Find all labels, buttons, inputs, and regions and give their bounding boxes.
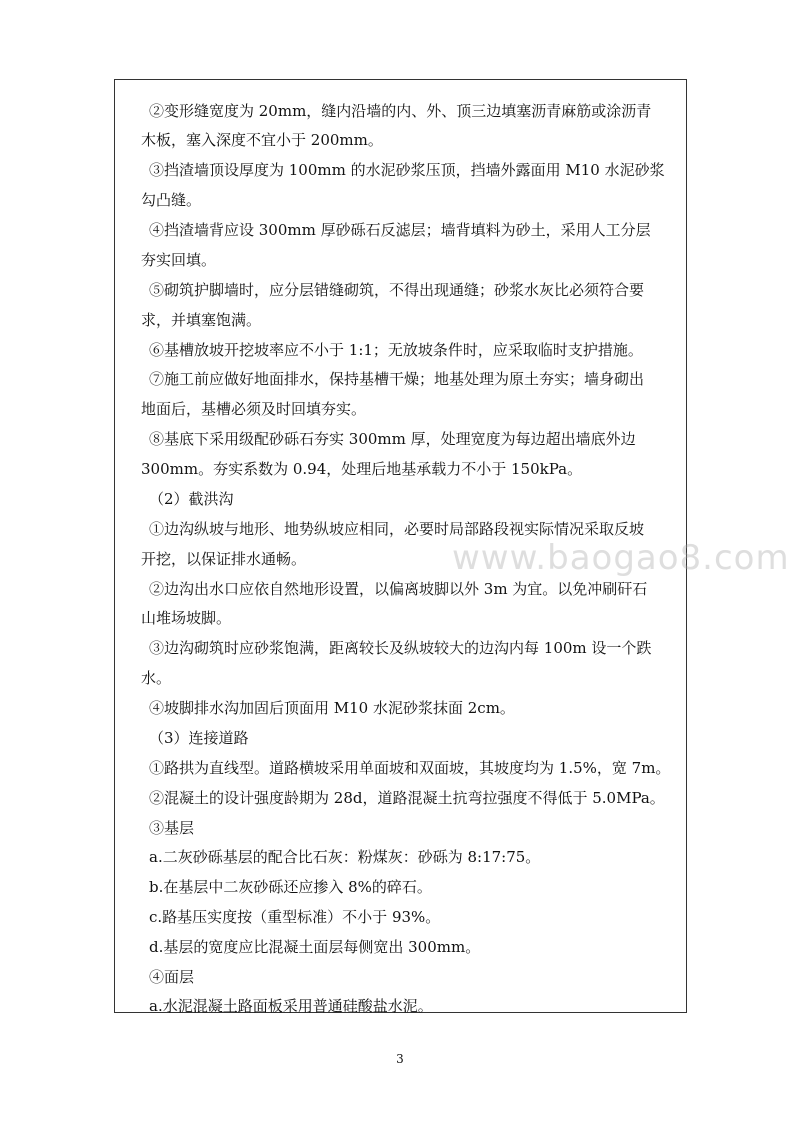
text-line: ③挡渣墙顶设厚度为 100mm 的水泥砂浆压顶，挡墙外露面用 M10 水泥砂浆 [149,161,665,179]
text-line: 水。 [141,669,172,687]
watermark: www.baogao8.com [452,538,790,578]
text-line: 求，并填塞饱满。 [141,311,262,329]
text-line: a.二灰砂砾基层的配合比石灰：粉煤灰：砂砾为 8:17:75。 [149,848,541,866]
text-line: ⑤砌筑护脚墙时，应分层错缝砌筑，不得出现通缝；砂浆水灰比必须符合要 [149,281,645,299]
text-line: ②边沟出水口应依自然地形设置，以偏离坡脚以外 3m 为宜。以免冲刷矸石 [149,580,648,598]
text-line: ⑦施工前应做好地面排水，保持基槽干燥；地基处理为原土夯实；墙身砌出 [149,370,645,388]
text-line: 木板，塞入深度不宜小于 200mm。 [141,131,383,149]
text-line: b.在基层中二灰砂砾还应掺入 8%的碎石。 [149,878,432,896]
text-line: 山堆场坡脚。 [141,609,232,627]
text-line: d.基层的宽度应比混凝土面层每侧宽出 300mm。 [149,938,481,956]
text-line: ⑥基槽放坡开挖坡率应不小于 1:1；无放坡条件时，应采取临时支护措施。 [149,341,643,359]
text-line: ④坡脚排水沟加固后顶面用 M10 水泥砂浆抹面 2cm。 [149,699,515,717]
section-heading: （3）连接道路 [149,729,249,747]
text-line: ①边沟纵坡与地形、地势纵坡应相同，必要时局部路段视实际情况采取反坡 [149,520,645,538]
text-line: c.路基压实度按（重型标准）不小于 93%。 [149,908,441,926]
text-line: 地面后，基槽必须及时回填夯实。 [141,400,367,418]
text-line: 勾凸缝。 [141,191,202,209]
text-line: 夯实回填。 [141,251,217,269]
subsection-heading: ③基层 [149,819,195,837]
text-line: 开挖，以保证排水通畅。 [141,550,307,568]
text-line: ②变形缝宽度为 20mm，缝内沿墙的内、外、顶三边填塞沥青麻筋或涂沥青 [149,102,652,120]
text-line: ④挡渣墙背应设 300mm 厚砂砾石反滤层；墙背填料为砂土，采用人工分层 [149,221,651,239]
page-number: 3 [396,1052,404,1066]
text-line: 300mm。夯实系数为 0.94，处理后地基承载力不小于 150kPa。 [141,460,583,478]
subsection-heading: ④面层 [149,968,195,986]
text-line: ①路拱为直线型。道路横坡采用单面坡和双面坡，其坡度均为 1.5%，宽 7m。 [149,759,671,777]
text-line: ⑧基底下采用级配砂砾石夯实 300mm 厚，处理宽度为每边超出墙底外边 [149,430,636,448]
text-line: ③边沟砌筑时应砂浆饱满，距离较长及纵坡较大的边沟内每 100m 设一个跌 [149,639,652,657]
text-line: ②混凝土的设计强度龄期为 28d，道路混凝土抗弯拉强度不得低于 5.0MPa。 [149,789,665,807]
text-line: a.水泥混凝土路面板采用普通硅酸盐水泥。 [149,997,433,1015]
section-heading: （2）截洪沟 [149,490,234,508]
